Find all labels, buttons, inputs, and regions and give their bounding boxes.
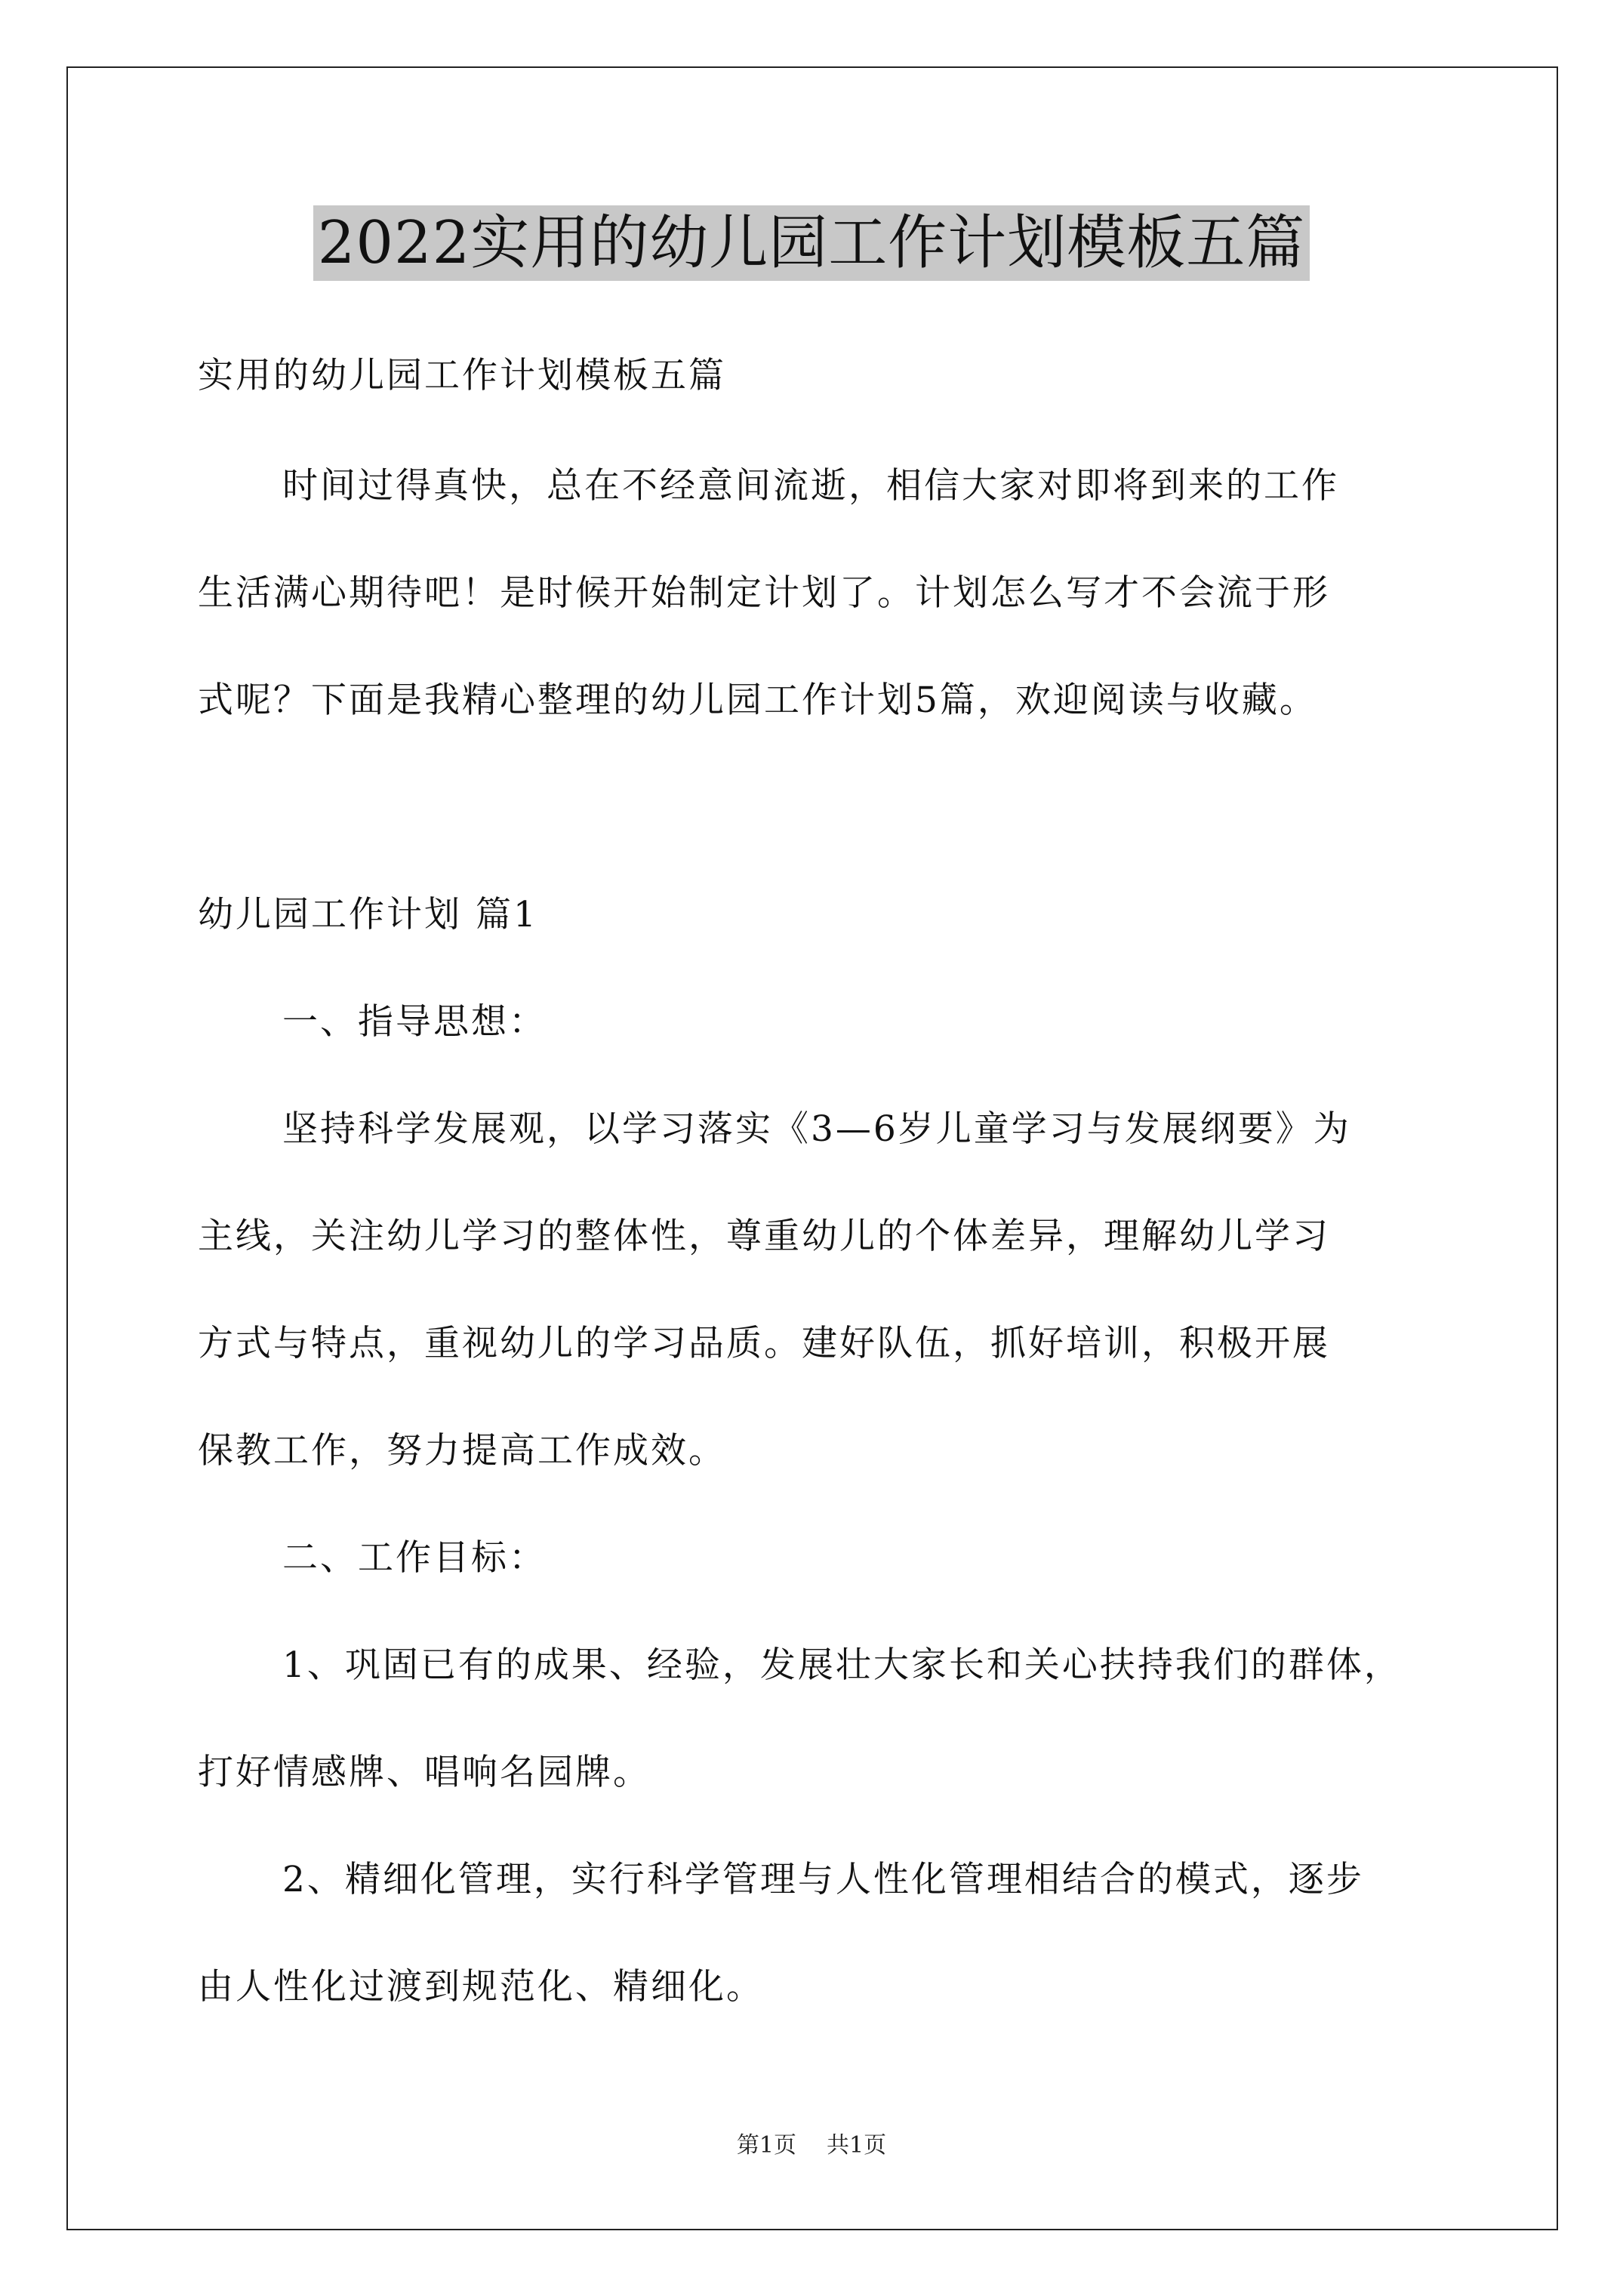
intro-line-1: 时间过得真快，总在不经意间流逝，相信大家对即将到来的工作	[282, 465, 1339, 507]
page-total: 共1页	[827, 2132, 887, 2159]
page-footer	[0, 2131, 1623, 2161]
paragraph-line-2: 主线，关注幼儿学习的整体性，尊重幼儿的个体差异，理解幼儿学习	[198, 1216, 1330, 1257]
subtitle-line: 实用的幼儿园工作计划模板五篇	[198, 355, 726, 396]
paragraph-line-1: 坚持科学发展观，以学习落实《3—6岁儿童学习与发展纲要》为	[282, 1108, 1351, 1150]
section-heading: 幼儿园工作计划 篇1	[198, 894, 538, 935]
intro-line-3: 式呢？下面是我精心整理的幼儿园工作计划5篇，欢迎阅读与收藏。	[198, 680, 1317, 721]
goal-2-line-2: 由人性化过渡到规范化、精细化。	[198, 1966, 764, 2008]
document-title: 2022实用的幼儿园工作计划模板五篇	[313, 205, 1310, 281]
goal-1-line-1: 1、巩固已有的成果、经验，发展壮大家长和关心扶持我们的群体，	[282, 1644, 1402, 1686]
paragraph-line-4: 保教工作，努力提高工作成效。	[198, 1430, 726, 1472]
page-number: 第1页	[736, 2132, 796, 2159]
goal-2-line-1: 2、精细化管理，实行科学管理与人性化管理相结合的模式，逐步	[282, 1859, 1364, 1900]
heading-guiding-ideology: 一、指导思想：	[282, 1001, 547, 1043]
intro-line-2: 生活满心期待吧！是时候开始制定计划了。计划怎么写才不会流于形	[198, 572, 1330, 614]
goal-1-line-2: 打好情感牌、唱响名园牌。	[198, 1752, 651, 1793]
heading-work-goals: 二、工作目标：	[282, 1537, 547, 1579]
paragraph-line-3: 方式与特点，重视幼儿的学习品质。建好队伍，抓好培训，积极开展	[198, 1323, 1330, 1364]
title-wrap	[0, 205, 1623, 281]
